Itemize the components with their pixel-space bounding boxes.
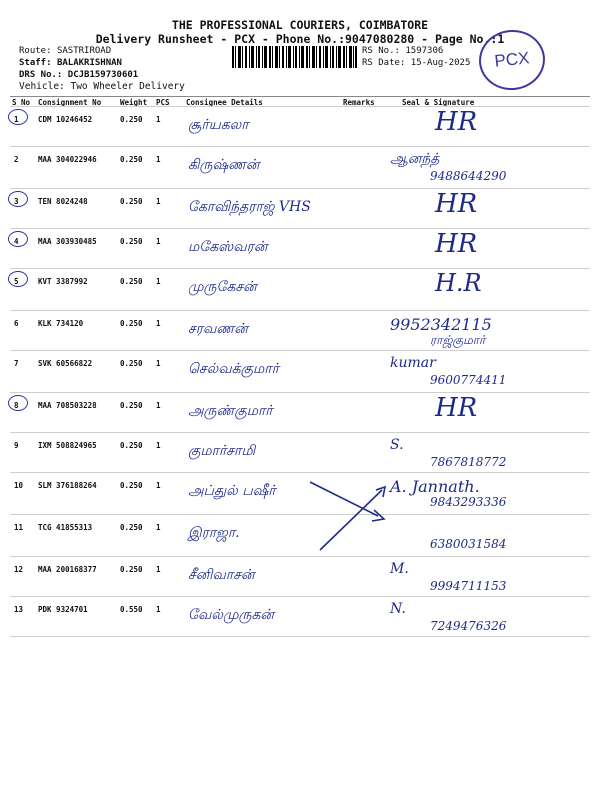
runsheet-title: THE PROFESSIONAL COURIERS, COIMBATORE	[171, 18, 429, 32]
row-consignment-no: MAA 303930485	[38, 237, 97, 246]
row-weight: 0.250	[120, 565, 143, 574]
row-weight: 0.250	[120, 115, 143, 124]
table-row	[10, 268, 590, 311]
row-consignee-handwritten: சரவணன்	[188, 321, 248, 337]
row-sno: 11	[14, 523, 24, 532]
row-phone-handwritten: 9843293336	[430, 495, 507, 509]
rs-no-value: 1597306	[405, 46, 444, 56]
route-info	[19, 46, 111, 56]
rs-date-info	[362, 58, 470, 68]
row-signature: kumar	[390, 355, 436, 371]
row-weight: 0.250	[120, 359, 143, 368]
row-signature: N.	[390, 601, 406, 617]
row-pcs: 1	[156, 565, 161, 574]
runsheet-subtitle: Delivery Runsheet - PCX - Phone No.:9047080280 - Page No.:1	[95, 32, 505, 46]
row-pcs: 1	[156, 115, 161, 124]
row-consignee-handwritten: குமார்சாமி	[188, 443, 256, 459]
row-consignment-no: KVT 3387992	[38, 277, 88, 286]
row-pcs: 1	[156, 237, 161, 246]
row-consignment-no: TEN 8024248	[38, 197, 88, 206]
row-pcs: 1	[156, 277, 161, 286]
row-consignment-no: MAA 200168377	[38, 565, 97, 574]
drs-value: DCJB159730601	[67, 70, 139, 80]
row-signature: HR	[435, 229, 478, 259]
row-consignment-no: IXM 508824965	[38, 441, 97, 450]
row-consignment-no: PDK 9324701	[38, 605, 88, 614]
row-sno: 3	[14, 197, 19, 206]
sno-circle-mark	[8, 191, 28, 207]
redirect-arrow	[300, 470, 410, 560]
row-pcs: 1	[156, 359, 161, 368]
row-sno: 4	[14, 237, 19, 246]
row-signature: M.	[390, 561, 409, 577]
row-consignment-no: SLM 376188264	[38, 481, 97, 490]
row-sno: 8	[14, 401, 19, 410]
row-weight: 0.550	[120, 605, 143, 614]
col-remarks: Remarks	[343, 98, 375, 107]
table-row	[10, 310, 590, 351]
row-signature: 9952342115	[390, 315, 492, 334]
row-signature: S.	[390, 437, 404, 453]
table-row	[10, 228, 590, 269]
row-weight: 0.250	[120, 481, 143, 490]
vehicle-info: Vehicle: Two Wheeler Delivery	[19, 81, 185, 92]
rs-date-value: 15-Aug-2025	[410, 58, 471, 68]
row-weight: 0.250	[120, 197, 143, 206]
row-consignment-no: MAA 304022946	[38, 155, 97, 164]
sno-circle-mark	[8, 395, 28, 411]
table-row	[10, 106, 590, 147]
row-weight: 0.250	[120, 523, 143, 532]
table-row	[10, 556, 590, 597]
row-weight: 0.250	[120, 401, 143, 410]
row-consignee-handwritten: வேல்முருகன்	[188, 607, 275, 623]
table-row	[10, 188, 590, 229]
row-pcs: 1	[156, 197, 161, 206]
row-pcs: 1	[156, 441, 161, 450]
row-phone-handwritten: 9994711153	[430, 579, 507, 593]
row-signature: H.R	[435, 269, 482, 297]
row-sno: 12	[14, 565, 24, 574]
row-pcs: 1	[156, 401, 161, 410]
row-consignment-no: CDM 10246452	[38, 115, 93, 124]
row-consignee-handwritten: சீனிவாசன்	[188, 567, 255, 583]
row-weight: 0.250	[120, 277, 143, 286]
drs-label: DRS No.:	[19, 70, 63, 80]
drs-info	[19, 70, 138, 80]
row-pcs: 1	[156, 319, 161, 328]
table-bottom-rule	[10, 636, 590, 637]
row-consignee-handwritten: அருண்குமார்	[188, 403, 273, 419]
row-consignee-handwritten: மகேஸ்வரன்	[188, 239, 268, 255]
table-row	[10, 350, 590, 393]
route-value: SASTRIROAD	[56, 46, 112, 56]
barcode	[232, 46, 357, 68]
rs-no-label: RS No.:	[362, 46, 400, 56]
row-sno: 2	[14, 155, 19, 164]
row-signature: HR	[435, 393, 478, 423]
row-weight: 0.250	[120, 237, 143, 246]
row-consignee-handwritten: இராஜா.	[188, 525, 240, 541]
row-weight: 0.250	[120, 319, 143, 328]
row-sno: 6	[14, 319, 19, 328]
row-weight: 0.250	[120, 441, 143, 450]
staff-label: Staff:	[19, 58, 52, 68]
col-consignee: Consignee Details	[186, 98, 263, 107]
table-row	[10, 392, 590, 433]
col-pcs: PCS	[156, 98, 170, 107]
col-consignment: Consignment No	[38, 98, 102, 107]
row-phone-handwritten: 7249476326	[430, 619, 507, 633]
row-signature: A. Jannath.	[390, 477, 480, 496]
row-phone-handwritten: 9488644290	[430, 169, 507, 183]
row-consignee-handwritten: சூர்யகலா	[188, 117, 249, 133]
rs-date-label: RS Date:	[362, 58, 406, 68]
row-phone-handwritten: 7867818772	[430, 455, 507, 469]
sno-circle-mark	[8, 271, 28, 287]
row-consignment-no: SVK 60566822	[38, 359, 93, 368]
row-signature: HR	[435, 189, 478, 219]
row-sno: 13	[14, 605, 24, 614]
row-pcs: 1	[156, 523, 161, 532]
table-row	[10, 146, 590, 189]
row-consignment-no: MAA 708503228	[38, 401, 97, 410]
sno-circle-mark	[8, 231, 28, 247]
row-signature: HR	[435, 107, 478, 137]
col-seal: Seal & Signature	[402, 98, 475, 107]
rs-no-info	[362, 46, 443, 56]
row-consignee-handwritten: கிருஷ்ணன்	[188, 157, 260, 173]
row-consignee-handwritten: கோவிந்தராஜ் VHS	[188, 199, 311, 215]
row-weight: 0.250	[120, 155, 143, 164]
row-phone-handwritten: ராஜ்குமார்	[430, 333, 486, 347]
row-pcs: 1	[156, 481, 161, 490]
row-sno: 9	[14, 441, 19, 450]
col-weight: Weight	[120, 98, 148, 107]
row-consignee-handwritten: அப்துல் பஷீர்	[188, 483, 276, 499]
row-sno: 10	[14, 481, 24, 490]
row-pcs: 1	[156, 605, 161, 614]
sno-circle-mark	[8, 109, 28, 125]
row-consignee-handwritten: முருகேசன்	[188, 279, 257, 295]
staff-info	[19, 58, 122, 68]
row-phone-handwritten: 6380031584	[430, 537, 507, 551]
row-signature: ஆனந்த்	[390, 151, 440, 167]
route-label: Route:	[19, 46, 52, 56]
row-sno: 1	[14, 115, 19, 124]
table-row	[10, 432, 590, 473]
row-consignment-no: TCG 41855313	[38, 523, 93, 532]
row-consignment-no: KLK 734120	[38, 319, 84, 328]
row-phone-handwritten: 9600774411	[430, 373, 507, 387]
table-row	[10, 596, 590, 637]
col-sno: S No	[12, 98, 31, 107]
row-pcs: 1	[156, 155, 161, 164]
staff-value: BALAKRISHNAN	[56, 58, 122, 68]
row-sno: 5	[14, 277, 19, 286]
row-sno: 7	[14, 359, 19, 368]
pcx-stamp: PCX	[476, 27, 548, 94]
row-consignee-handwritten: செல்வக்குமார்	[188, 361, 279, 377]
